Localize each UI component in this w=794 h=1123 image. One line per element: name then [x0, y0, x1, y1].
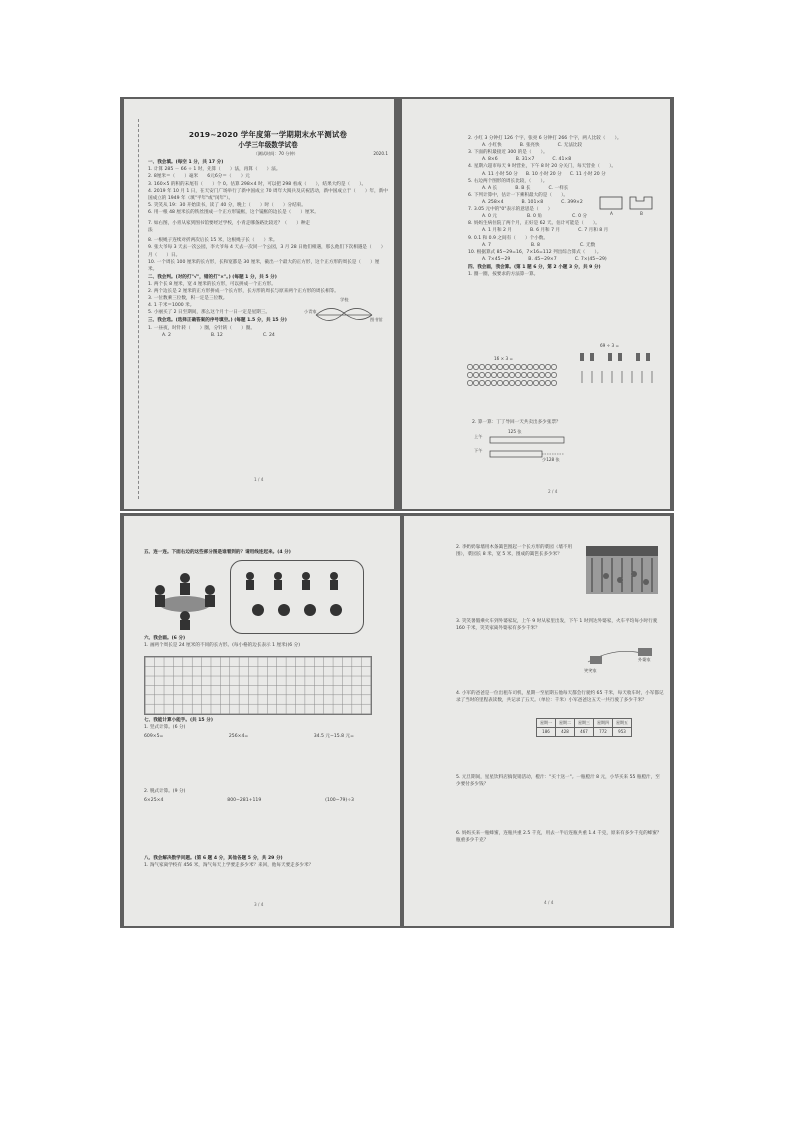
choice-option: C. 无数	[579, 242, 596, 248]
route-diagram	[310, 299, 390, 329]
choice-option: C. 399×2	[561, 199, 583, 205]
choice-option: A. A 长	[482, 185, 498, 191]
exam-page-3	[124, 516, 400, 926]
choice-option: C. 11 小时 20 分	[569, 171, 606, 177]
judge-5: 5. 小丽买了 2 日至期间，那么这个月十一日一定是星期三。	[148, 310, 270, 316]
choice-option: B. 0 角	[526, 214, 543, 220]
choice-10-options	[468, 256, 658, 263]
problem-6: 6. 妈妈买来一瓶蜂蜜，连瓶共重 2.5 千克，用去一半后连瓶共重 1.4 千克，原来有多少千克的蜂蜜？瓶重多少千克？	[456, 831, 662, 844]
figure-label-b: B	[640, 211, 643, 216]
perimeter-figures	[598, 193, 658, 215]
question-1-2: 2. 8厘米＝（ ）毫米 6元6分＝（ ）元	[148, 174, 250, 180]
calc-item: 800−281+119	[227, 798, 262, 804]
question-1-7: 7. 如右图，小青从家到图书馆要经过学校，小青走哪条路比较近？（ ）种走法	[148, 221, 311, 234]
choice-option: B. 31×7	[515, 157, 535, 163]
choice-option: A. 11 小时 50 分	[482, 171, 518, 177]
choice-option: A. 258×4	[482, 199, 504, 205]
section-8-heading: 八、我会解决数学问题。(第 6 题 4 分，其他各题 5 分，共 29 分)	[144, 855, 283, 861]
choice-option: B. 张亮快	[519, 143, 540, 149]
draw-question-1: 1. 圈一圈，按要求的方法算一算。	[468, 272, 539, 278]
choice-option: B. 6 月和 7 月	[530, 228, 561, 234]
label-xiaoxiao-home: 笑笑家	[584, 668, 597, 673]
exam-page-1	[124, 99, 394, 509]
mileage-table	[536, 718, 632, 737]
judge-2: 2. 两个边长是 2 厘米的正方形拼成一个长方形，长方形的周长与原来两个正方形的周长相等。	[148, 289, 339, 295]
section-7-heading: 七、我能计算小能手。(共 15 分)	[144, 718, 213, 723]
ticket-bar-diagram	[476, 433, 596, 467]
exam-page-2	[402, 99, 670, 509]
problem-5: 5. 元旦期间，星星饮料店搞促销活动，橙汁："买十送一"。一瓶橙汁 8 元，小华买来 55 瓶橙汁，至少要付多少钱？	[456, 775, 660, 788]
partial-views-pictures	[238, 568, 354, 626]
judge-4: 4. 1 千米＝1000 米。	[148, 303, 195, 309]
choice-4-options	[468, 171, 658, 178]
time-note: （测试时间：70 分钟）	[253, 150, 298, 156]
exam-subtitle: 小学三年级数学试卷	[238, 141, 298, 150]
page-number: 3 / 4	[254, 902, 264, 907]
question-1-8: 8. 一根绳子连续对折两次后长 15 米，这根绳子长（ ）米。	[148, 238, 278, 244]
stick-bundles-drawing	[578, 351, 658, 387]
section-4-heading: 四、我会画，我会算。(第 1 题 6 分，第 2 小题 3 分，共 9 分)	[468, 264, 601, 270]
choice-8-options	[468, 227, 658, 234]
garden-fence-picture	[586, 546, 658, 594]
problem-1: 1. 淘气家离学校有 456 米，淘气每天上学要走多少米？来回，他每天要走多少米？	[144, 862, 314, 868]
choice-2-options	[468, 142, 658, 149]
choice-option: A. 0 元	[482, 214, 497, 220]
bar-label-morning: 上午	[474, 434, 483, 439]
choice-option: C. 7 月和 8 月	[578, 228, 609, 234]
step-calc-items	[144, 797, 394, 804]
choice-5: 5. 右边两个图形的周长比较，（ ）。	[468, 178, 548, 184]
square-grid	[144, 656, 372, 715]
expression-16x3: 16 × 3 =	[494, 356, 514, 361]
calc-item: 609×5=	[144, 734, 164, 740]
choice-9: 9. 0.1 和 0.9 之间有（ ）个小数。	[468, 235, 548, 241]
question-1-9: 9. 张大爷每 3 天去一次公园，李大爷每 4 天去一次同一个公园，3 月 28 日他们相遇，那么他们下次相遇是（ ）月（ ）日。	[148, 245, 386, 258]
page-number: 2 / 4	[548, 489, 558, 494]
choice-option: A. 1 月和 2 月	[482, 228, 512, 234]
bar-value-morning: 125 张	[508, 429, 522, 434]
circle-dots-drawing	[466, 363, 562, 387]
table-cell: 428	[556, 728, 575, 737]
question-1-4: 4. 2019 年 10 月 1 日，在天安门广场举行了新中国成立 70 周年大阅兵及庆祝活动，新中国成立于（ ）年，新中国成立的 1949 年（填"平年"或"闰年"）。	[148, 188, 388, 201]
question-1-3: 3. 160×5 的积的末尾有（ ）个 0。估算 298×4 时，可以把 298 看成（ ），结果大约是（ ）。	[148, 181, 367, 187]
section-2-heading: 二、我会判。(对的打"√"，错的打"×"。) (每题 1 分，共 5 分)	[148, 274, 277, 280]
section-6-heading: 六、我会画。(6 分)	[144, 636, 186, 641]
choice-option: C. 一样长	[548, 185, 569, 191]
choice-8: 8. 妈妈生病住院了两个月，正好是 62 天。估计可能是（ ）。	[468, 221, 600, 227]
judge-1: 1. 两个长 8 厘米，宽 4 厘米的长方形，可以拼成一个正方形。	[148, 281, 276, 287]
choice-4: 4. 星期六超市每天 9 时营业，下午 8 时 20 分关门，每天营业（ ）。	[468, 164, 617, 170]
route-home-label: 小青家	[304, 309, 317, 314]
calc-item: 6×25×4	[144, 798, 164, 804]
choice-option: C. 0 分	[572, 214, 588, 220]
choice-9-options	[468, 242, 658, 249]
question-1-6: 6. 用一根 48 厘米长的铁丝围成一个正方形镜框，这个镜框的边长是（ ）厘米。	[148, 209, 319, 215]
choice-1-options	[148, 332, 388, 339]
binding-line	[138, 119, 139, 499]
problem-2: 2. 李奶奶靠墙用木条篱笆围起一个长方形的菜园（墙不用围），菜园长 8 米，宽 5 米，围成的篱笆长多少米？	[456, 545, 573, 558]
choice-option: B. 12	[210, 332, 223, 338]
choice-option: A. 2	[162, 332, 171, 338]
choice-2: 2. 小红 3 分钟打 126 个字，张亮 6 分钟打 266 个字，两人比较（ ）。	[468, 136, 622, 141]
choice-option: C. 7×(45−29)	[574, 256, 607, 262]
choice-7: 7. 3.05 元中的"0"表示的意思是（ ）	[468, 207, 553, 213]
figure-label-a: A	[610, 211, 613, 216]
table-cell: 772	[594, 728, 613, 737]
train-route-picture	[586, 642, 656, 668]
choice-5-options	[468, 185, 658, 192]
expression-69div3: 69 ÷ 3 =	[600, 343, 620, 348]
choice-1: 1. 一昼夜，时针转（ ）圈，分针转（ ）圈。	[148, 325, 255, 331]
step-calc-heading: 2. 脱式计算。(9 分)	[144, 789, 186, 795]
exam-title: 2019~2020 学年度第一学期期末水平测试卷	[188, 130, 348, 139]
exam-page-4	[404, 516, 670, 926]
problem-3: 3. 笑笑暑假乘火车到外婆家玩，上午 9 时从家里出发，下午 1 时到达外婆家，火车平均每小时行驶 160 千米，笑笑家离外婆家有多少千米？	[456, 619, 658, 632]
calc-item: 34.5 元−15.8 元=	[313, 734, 354, 740]
problem-4: 4. 小军的爸爸是一位出租车司机，星期一至星期五他每天都会行驶约 65 千米，每天收车时，小军都记录了当时的里程表读数，共记录了五天。（单位：千米）小军爸爸这五天一共行驶了多少千米？	[456, 691, 664, 704]
table-header: 星期三	[575, 719, 594, 728]
label-grandma-home: 外婆家	[638, 657, 651, 662]
children-at-table-picture	[150, 568, 220, 630]
choice-option: B. 10 小时 20 分	[525, 171, 562, 177]
table-cell: 186	[537, 728, 556, 737]
choice-3: 3. 下面的积最接近 300 的是（ ）。	[468, 150, 548, 156]
table-header: 星期五	[613, 719, 632, 728]
calc-item: (100−79)÷3	[325, 798, 354, 804]
choice-option: C. 无法比较	[557, 143, 583, 149]
bar-value-afternoon: 少128 张	[542, 457, 560, 462]
choice-option: A. 7×45−29	[482, 256, 511, 262]
section-5-heading: 五、连一连。下面右边的这些部分图是谁看到的？请用线连起来。(4 分)	[144, 550, 291, 555]
draw-rectangles-question: 1. 画两个周长是 24 厘米的不同的长方形。(每小格的边长表示 1 厘米)(6 分)	[144, 643, 301, 649]
choice-option: C. 24	[262, 332, 275, 338]
section-1-heading: 一、我会填。(每空 1 分，共 17 分)	[148, 160, 224, 166]
choice-10: 10. 根据算式 85−29=16，7×16=112 列出综合算式（ ）。	[468, 249, 602, 255]
choice-option: B. 45−29×7	[528, 256, 557, 262]
choice-option: C. 41×8	[552, 157, 572, 163]
table-cell: 467	[575, 728, 594, 737]
page-number: 4 / 4	[544, 900, 554, 905]
page-number: 1 / 4	[254, 477, 264, 482]
table-header: 星期二	[556, 719, 575, 728]
choice-option: A. 7	[482, 242, 491, 248]
table-header: 星期四	[594, 719, 613, 728]
choice-3-options	[468, 156, 658, 163]
ticket-question: 2. 算一算：丁丁导回一天共卖出多少张票？	[472, 420, 561, 425]
route-school-label: 学校	[340, 297, 349, 302]
question-1-5: 5. 笑笑从 19：30 开始读书，读了 40 分，晚上（ ）时（ ）分结束。	[148, 202, 306, 208]
section-3-heading: 三、我会选。(选择正确答案的序号填空。) (每题 1.5 分，共 15 分)	[148, 318, 287, 324]
exam-date: 2020.1	[373, 150, 388, 156]
judge-3: 3. 一位数乘三位数，积一定是三位数。	[148, 296, 228, 302]
route-library-label: 图书馆	[370, 317, 383, 322]
choice-option: B. B 长	[515, 185, 531, 191]
table-header: 星期一	[537, 719, 556, 728]
choice-6: 6. 下列计算中，估计一下乘积最大的是（ ）。	[468, 192, 569, 198]
table-cell: 953	[613, 728, 632, 737]
bar-label-afternoon: 下午	[474, 448, 483, 453]
choice-option: A. 小红快	[482, 143, 502, 149]
vertical-calc-items	[144, 733, 394, 740]
question-1-1: 1. 计算 285 － 66 ÷ 1 时，先算（ ）法，再算（ ）法。	[148, 167, 281, 173]
question-1-10: 10. 一个周长 100 厘米的长方形，长和宽都是 30 厘米，截出一个最大的正方形，这个正方形的周长是（ ）厘米。	[148, 259, 380, 272]
choice-option: B. 8	[530, 242, 540, 248]
vertical-calc-heading: 1. 竖式计算。(6 分)	[144, 725, 186, 731]
choice-option: B. 101×8	[521, 199, 544, 205]
calc-item: 256×4=	[228, 734, 249, 740]
choice-option: A. 8×6	[482, 157, 498, 163]
